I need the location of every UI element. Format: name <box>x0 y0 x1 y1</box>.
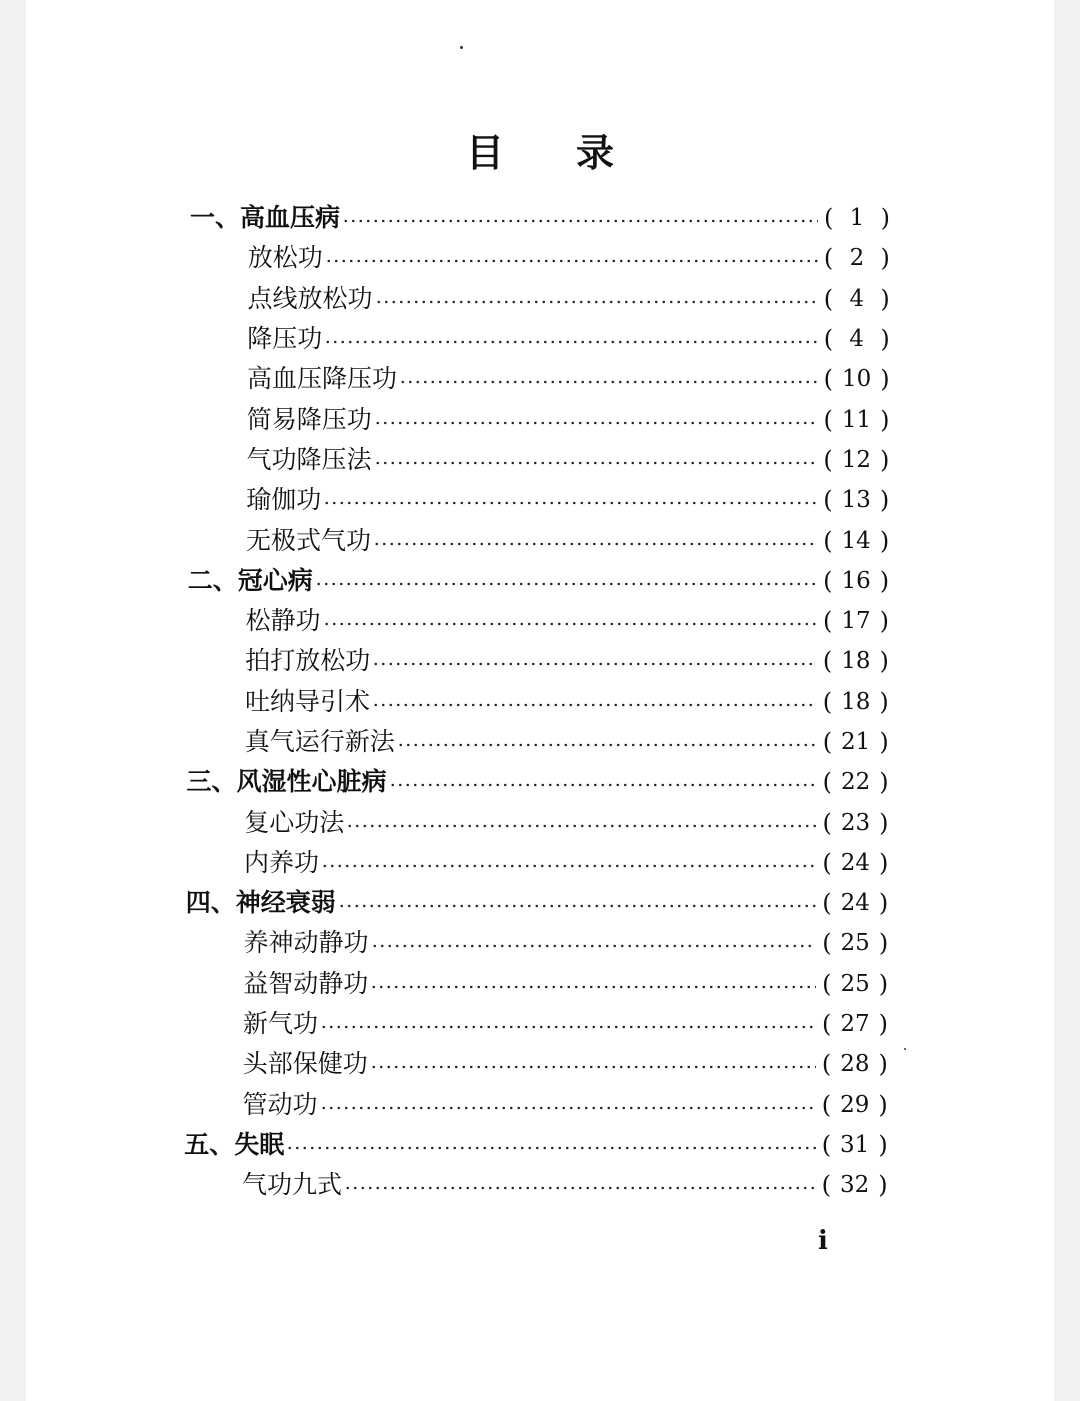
toc-entry[interactable] <box>0 843 888 883</box>
open-paren: ( <box>822 969 832 998</box>
page-reference <box>822 883 888 923</box>
chapter-number: 四、 <box>185 888 236 918</box>
open-paren: ( <box>823 486 833 515</box>
page-reference <box>824 238 890 278</box>
page-ref-number: 1 <box>849 205 865 232</box>
close-paren: ) <box>878 969 889 998</box>
dot-leader <box>323 621 817 627</box>
chapter-number: 一、 <box>190 203 241 233</box>
toc-entry[interactable] <box>0 480 889 520</box>
chapter-title: 失眠 <box>234 1129 285 1159</box>
page-ref-number: 4 <box>849 285 865 312</box>
page-reference <box>824 319 890 359</box>
chapter-title: 冠心病 <box>237 565 313 595</box>
page-reference <box>824 198 890 238</box>
page-ref-number: 13 <box>841 487 871 514</box>
chapter-number: 二、 <box>187 565 238 595</box>
entry-title: 复心功法 <box>244 807 345 837</box>
entry-title: 新气功 <box>243 1009 319 1039</box>
page-reference <box>822 1004 888 1044</box>
entry-title: 真气运行新法 <box>244 727 395 756</box>
close-paren: ) <box>880 244 890 273</box>
close-paren: ) <box>879 728 889 756</box>
page-ref-number: 22 <box>840 769 871 796</box>
dot-leader <box>370 984 816 990</box>
toc-entry[interactable] <box>0 1044 888 1084</box>
entry-title: 益智动静功 <box>243 968 369 998</box>
dot-leader <box>323 500 817 506</box>
toc-entry[interactable] <box>0 1165 888 1205</box>
page-ref-number: 31 <box>840 1131 870 1158</box>
close-paren: ) <box>880 284 890 313</box>
open-paren: ( <box>823 607 833 636</box>
close-paren: ) <box>879 566 890 595</box>
toc-entry[interactable] <box>0 923 888 963</box>
page-reference <box>823 480 889 520</box>
close-paren: ) <box>879 526 890 555</box>
table-of-contents <box>0 198 1080 1205</box>
scan-speck <box>460 46 463 49</box>
close-paren: ) <box>879 848 889 877</box>
entry-title: 放松功 <box>247 243 323 273</box>
toc-entry[interactable] <box>0 802 889 842</box>
scan-speck <box>904 1048 906 1050</box>
page-ref-number: 17 <box>841 608 871 635</box>
toc-chapter[interactable] <box>0 762 889 802</box>
entry-title: 松静功 <box>245 606 321 636</box>
page-reference <box>823 601 889 641</box>
toc-chapter[interactable] <box>0 883 888 923</box>
close-paren: ) <box>880 325 890 354</box>
page-ref-number: 2 <box>849 245 865 272</box>
page-ref-number: 25 <box>840 930 870 957</box>
entry-title: 养神动静功 <box>243 928 369 958</box>
dot-leader <box>371 943 817 949</box>
dot-leader <box>372 702 817 708</box>
open-paren: ( <box>823 365 833 394</box>
open-paren: ( <box>821 1050 832 1079</box>
open-paren: ( <box>821 1090 832 1119</box>
toc-entry[interactable] <box>0 440 889 480</box>
page-reference <box>822 964 888 1004</box>
open-paren: ( <box>822 929 832 958</box>
dot-leader <box>320 1105 816 1111</box>
page-reference <box>823 803 889 843</box>
open-paren: ( <box>821 1171 831 1200</box>
toc-entry[interactable] <box>0 520 889 560</box>
dot-leader <box>372 661 817 667</box>
open-paren: ( <box>823 325 834 354</box>
open-paren: ( <box>822 647 833 676</box>
close-paren: ) <box>879 768 889 797</box>
dot-leader <box>321 863 816 869</box>
page-ref-number: 27 <box>840 1011 870 1038</box>
close-paren: ) <box>879 687 889 716</box>
chapter-title: 高血压病 <box>240 203 341 233</box>
page-ref-number: 23 <box>840 809 871 836</box>
page-ref-number: 28 <box>840 1051 870 1078</box>
page-reference <box>823 440 889 480</box>
page-ref-number: 29 <box>840 1091 870 1118</box>
toc-entry[interactable] <box>0 682 889 722</box>
dot-leader <box>389 782 817 788</box>
entry-title: 瑜伽功 <box>246 485 322 515</box>
dot-leader <box>346 823 816 829</box>
page-reference <box>822 1085 888 1125</box>
close-paren: ) <box>878 929 889 958</box>
page-ref-number: 24 <box>840 849 871 876</box>
chapter-number: 五、 <box>184 1129 235 1159</box>
page-ref-number: 16 <box>841 567 871 594</box>
entry-title: 内养功 <box>244 847 320 877</box>
close-paren: ) <box>880 365 890 394</box>
close-paren: ) <box>878 1090 888 1119</box>
page-reference <box>823 762 889 802</box>
entry-title: 拍打放松功 <box>245 646 371 676</box>
close-paren: ) <box>879 486 890 515</box>
page-reference <box>824 400 890 440</box>
close-paren: ) <box>878 1130 888 1159</box>
entry-title: 吐纳导引术 <box>245 686 371 716</box>
close-paren: ) <box>880 204 890 233</box>
close-paren: ) <box>878 1050 888 1079</box>
toc-entry[interactable] <box>0 359 890 399</box>
page-ref-number: 25 <box>840 970 870 997</box>
toc-entry[interactable] <box>0 1085 888 1125</box>
page-ref-number: 12 <box>841 446 872 473</box>
toc-entry[interactable] <box>0 279 890 319</box>
dot-leader <box>373 541 817 547</box>
close-paren: ) <box>880 445 890 474</box>
dot-leader <box>325 258 818 264</box>
close-paren: ) <box>879 647 889 676</box>
open-paren: ( <box>822 768 832 797</box>
page-reference <box>822 923 888 963</box>
open-paren: ( <box>823 405 833 434</box>
entry-title: 点线放松功 <box>247 283 373 313</box>
page-reference <box>822 1125 888 1165</box>
page-ref-number: 4 <box>849 326 864 353</box>
close-paren: ) <box>878 1171 888 1200</box>
toc-entry[interactable] <box>0 601 889 641</box>
title-char-1: 目 <box>465 130 504 175</box>
page-ref-number: 18 <box>841 648 871 675</box>
toc-entry[interactable] <box>0 399 890 439</box>
toc-entry[interactable] <box>0 964 888 1004</box>
entry-title: 降压功 <box>247 324 323 354</box>
page-reference <box>822 843 888 883</box>
dot-leader <box>324 339 817 345</box>
page-reference <box>823 641 889 681</box>
page-ref-number: 14 <box>841 527 871 554</box>
dot-leader <box>374 420 818 426</box>
dot-leader <box>344 1185 816 1191</box>
open-paren: ( <box>823 284 834 313</box>
close-paren: ) <box>880 405 890 434</box>
page-reference <box>824 279 890 319</box>
close-paren: ) <box>878 889 889 918</box>
page-reference <box>824 359 890 399</box>
page-ref-number: 32 <box>839 1172 870 1199</box>
dot-leader <box>374 460 818 466</box>
page-reference <box>822 1044 888 1084</box>
page-ref-number: 24 <box>840 890 870 917</box>
open-paren: ( <box>822 889 832 918</box>
entry-title: 气功九式 <box>242 1170 343 1200</box>
page-ref-number: 21 <box>841 729 871 755</box>
page-ref-number: 18 <box>841 688 871 715</box>
open-paren: ( <box>822 808 832 837</box>
dot-leader <box>286 1145 815 1151</box>
toc-chapter[interactable] <box>0 561 889 601</box>
page-reference <box>822 1165 888 1205</box>
close-paren: ) <box>878 1010 888 1039</box>
open-paren: ( <box>823 244 834 273</box>
page-reference <box>823 682 889 722</box>
open-paren: ( <box>822 687 833 716</box>
open-paren: ( <box>823 445 833 474</box>
open-paren: ( <box>822 1010 832 1039</box>
page-ref-number: 10 <box>841 366 872 393</box>
entry-title: 简易降压功 <box>246 404 372 434</box>
toc-entry[interactable] <box>0 1004 888 1044</box>
close-paren: ) <box>879 607 889 636</box>
dot-leader <box>399 379 818 385</box>
toc-entry[interactable] <box>0 238 890 278</box>
chapter-number: 三、 <box>186 767 237 797</box>
page-reference <box>823 561 889 601</box>
toc-entry[interactable] <box>0 722 889 762</box>
toc-entry[interactable] <box>0 319 890 359</box>
page-reference <box>823 722 889 762</box>
open-paren: ( <box>823 526 833 555</box>
open-paren: ( <box>824 204 834 233</box>
close-paren: ) <box>879 808 889 837</box>
dot-leader <box>338 903 817 909</box>
entry-title: 气功降压法 <box>246 444 372 474</box>
dot-leader <box>342 218 818 224</box>
entry-title: 管动功 <box>242 1089 318 1119</box>
open-paren: ( <box>823 566 833 595</box>
entry-title: 高血压降压功 <box>247 364 398 394</box>
page-ref-number: 11 <box>841 406 872 433</box>
toc-chapter[interactable] <box>0 1125 888 1165</box>
toc-entry[interactable] <box>0 641 889 681</box>
page-reference <box>823 521 889 561</box>
dot-leader <box>375 299 818 305</box>
entry-title: 头部保健功 <box>242 1049 368 1079</box>
dot-leader <box>315 581 817 587</box>
chapter-title: 风湿性心脏病 <box>236 767 387 797</box>
open-paren: ( <box>821 1130 832 1159</box>
entry-title: 无极式气功 <box>246 525 372 555</box>
page-title <box>0 122 1080 177</box>
dot-leader <box>370 1064 816 1070</box>
toc-chapter[interactable] <box>0 198 890 238</box>
page-number: i <box>818 1226 828 1256</box>
dot-leader <box>320 1024 816 1030</box>
dot-leader <box>397 742 817 748</box>
open-paren: ( <box>822 728 833 756</box>
open-paren: ( <box>822 848 832 877</box>
chapter-title: 神经衰弱 <box>235 888 336 918</box>
title-char-2: 录 <box>576 130 615 175</box>
